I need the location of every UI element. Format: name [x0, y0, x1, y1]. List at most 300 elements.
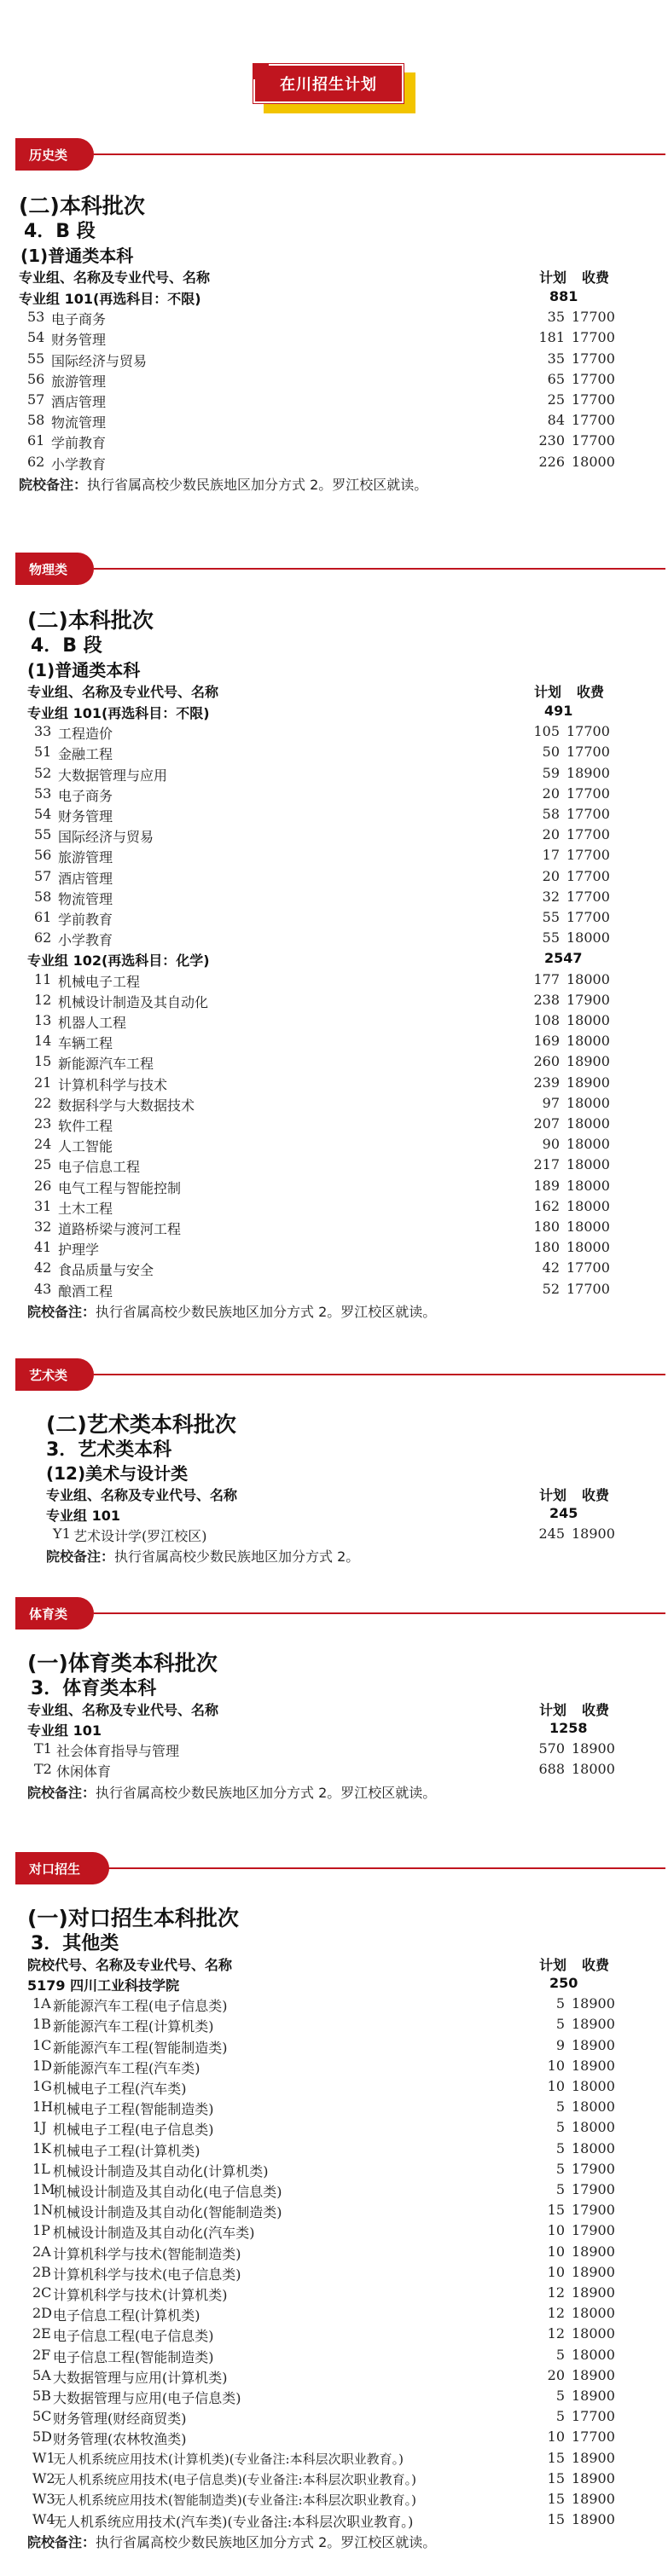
major-name: 计算机科学与技术(计算机类): [53, 2287, 228, 2303]
major-code: 1J: [32, 2119, 47, 2136]
major-name: 机械电子工程(汽车类): [53, 2081, 187, 2097]
major-name: 机械电子工程(电子信息类): [53, 2122, 214, 2139]
school-note: [27, 1301, 436, 1321]
major-name: 新能源汽车工程(电子信息类): [53, 1998, 228, 2015]
major-fee: 18000: [572, 2139, 615, 2156]
major-fee: 18000: [566, 1156, 610, 1173]
major-code: 2D: [32, 2305, 53, 2322]
major-fee: 18000: [566, 1136, 610, 1153]
table-header-fee: 收费: [582, 1702, 610, 1718]
major-fee: 17700: [572, 412, 615, 429]
major-plan: 180: [533, 1239, 560, 1256]
major-group-label: 专业组 101(再选科目：不限): [19, 291, 201, 307]
school-note: [19, 474, 427, 494]
major-code: 1B: [32, 2016, 51, 2033]
major-plan: 5: [555, 2016, 565, 2033]
major-code: 21: [34, 1074, 52, 1091]
major-code: 62: [34, 929, 52, 946]
major-fee: 18900: [572, 1995, 615, 2012]
major-fee: 18000: [566, 929, 610, 946]
major-fee: 17700: [566, 744, 610, 761]
major-code: 25: [34, 1156, 52, 1173]
major-code: 1L: [32, 2160, 50, 2177]
major-code: 57: [27, 391, 45, 408]
major-plan: 15: [547, 2469, 565, 2486]
table-header-fee: 收费: [582, 269, 610, 286]
major-name: 土木工程: [58, 1200, 113, 1217]
table-header-plan: 计划: [539, 1957, 567, 1973]
school-note: [46, 1546, 359, 1566]
major-name: 艺术设计学(罗江校区): [73, 1528, 207, 1545]
table-header-fee: 收费: [577, 684, 605, 700]
major-plan: 238: [533, 991, 560, 1008]
major-name: 电子商务: [58, 787, 113, 804]
major-group-label: 专业组 101(再选科目：不限): [27, 705, 210, 721]
major-plan: 177: [533, 970, 560, 987]
major-name: 无人机系统应用技术(智能制造类)(专业备注:本科层次职业教育。): [53, 2492, 416, 2508]
major-code: 1H: [32, 2098, 54, 2116]
major-name: 旅游管理: [58, 849, 113, 866]
major-fee: 17900: [572, 2160, 615, 2177]
page-title-banner: [253, 64, 415, 113]
major-code: 2E: [32, 2325, 51, 2342]
batch-title: (一)对口招生本科批次: [27, 1906, 239, 1931]
major-fee: 17900: [572, 2222, 615, 2239]
major-fee: 18000: [566, 1239, 610, 1256]
major-group-total: 491: [544, 703, 573, 719]
major-name: 软件工程: [58, 1118, 113, 1134]
batch-title: (二)本科批次: [19, 194, 145, 218]
major-code: 2A: [32, 2243, 51, 2260]
table-header-fee: 收费: [582, 1487, 610, 1503]
major-fee: 18000: [566, 1177, 610, 1194]
major-fee: 17900: [572, 2202, 615, 2219]
major-code: 1C: [32, 2036, 52, 2053]
major-code: W1: [32, 2449, 55, 2466]
major-plan: 260: [533, 1053, 560, 1070]
major-fee: 17900: [566, 991, 610, 1008]
major-code: 5C: [32, 2408, 52, 2425]
major-plan: 15: [547, 2511, 565, 2528]
major-group-label: 专业组 101: [46, 1508, 120, 1524]
section-tab: 对口招生: [15, 1852, 109, 1884]
major-plan: 189: [533, 1177, 560, 1194]
major-plan: 245: [538, 1525, 565, 1543]
major-fee: 18900: [566, 764, 610, 781]
major-fee: 18000: [566, 1012, 610, 1028]
major-name: 酒店管理: [51, 394, 107, 410]
major-name: 无人机系统应用技术(计算机类)(专业备注:本科层次职业教育。): [53, 2451, 404, 2467]
major-fee: 18900: [572, 2036, 615, 2053]
major-code: 24: [34, 1136, 52, 1153]
major-plan: 5: [555, 2098, 565, 2116]
major-fee: 17700: [572, 391, 615, 408]
major-name: 新能源汽车工程(计算机类): [53, 2018, 214, 2035]
major-fee: 17700: [572, 2428, 615, 2446]
batch-title: (一)体育类本科批次: [27, 1651, 218, 1676]
major-fee: 18000: [566, 1033, 610, 1050]
major-code: 56: [27, 370, 45, 387]
major-plan: 55: [542, 929, 560, 946]
page-title: 在川招生计划: [253, 64, 404, 103]
major-fee: 18000: [572, 2098, 615, 2116]
segment-title: 3．其他类: [31, 1933, 119, 1954]
major-name: 小学教育: [51, 455, 107, 472]
major-name: 社会体育指导与管理: [56, 1743, 180, 1760]
major-code: 2C: [32, 2284, 52, 2301]
section-tab: 物理类: [15, 553, 94, 585]
major-code: 5A: [32, 2366, 51, 2383]
school-note-label: 院校备注：: [19, 476, 88, 493]
major-fee: 18900: [572, 2243, 615, 2260]
major-name: 酒店管理: [58, 870, 113, 887]
major-name: 机械电子工程: [58, 973, 141, 990]
major-name: 机械设计制造及其自动化(智能制造类): [53, 2204, 282, 2221]
major-plan: 55: [542, 909, 560, 925]
major-code: T2: [34, 1761, 52, 1778]
table-header-plan: 计划: [539, 1702, 567, 1718]
segment-title: 4．B 段: [24, 221, 96, 242]
major-name: 电子商务: [51, 311, 107, 328]
major-name: 机械设计制造及其自动化(计算机类): [53, 2162, 269, 2179]
major-fee: 18000: [572, 2119, 615, 2136]
major-code: T1: [34, 1740, 52, 1757]
major-code: 54: [34, 806, 52, 822]
major-plan: 9: [555, 2036, 565, 2053]
major-fee: 17700: [572, 2408, 615, 2425]
major-name: 新能源汽车工程: [58, 1056, 154, 1073]
major-fee: 18000: [572, 2346, 615, 2363]
major-group-total: 245: [549, 1505, 578, 1521]
major-fee: 17700: [566, 826, 610, 843]
major-code: 55: [34, 826, 52, 843]
major-fee: 18900: [572, 2016, 615, 2033]
major-code: 51: [34, 744, 52, 761]
major-name: 大数据管理与应用(电子信息类): [53, 2390, 241, 2406]
major-fee: 18000: [572, 1761, 615, 1778]
major-name: 机械设计制造及其自动化: [58, 993, 209, 1010]
major-plan: 162: [533, 1197, 560, 1214]
major-code: 58: [34, 888, 52, 905]
major-name: 国际经济与贸易: [58, 829, 154, 846]
major-name: 财务管理: [58, 808, 113, 825]
major-plan: 5: [555, 1995, 565, 2012]
major-name: 财务管理: [51, 332, 107, 349]
major-code: 53: [27, 309, 45, 326]
major-name: 计算机科学与技术: [58, 1076, 168, 1093]
major-plan: 207: [533, 1115, 560, 1132]
major-plan: 32: [542, 888, 560, 905]
category-title: (1)普通类本科: [20, 246, 134, 266]
major-name: 金融工程: [58, 746, 113, 763]
major-group-label: 专业组 101: [27, 1722, 102, 1739]
major-fee: 18900: [572, 1740, 615, 1757]
major-code: 33: [34, 723, 52, 740]
major-plan: 230: [538, 432, 565, 449]
major-name: 学前教育: [51, 435, 107, 452]
major-code: 12: [34, 991, 52, 1008]
segment-title: 3．艺术类本科: [46, 1439, 172, 1461]
major-plan: 20: [542, 826, 560, 843]
major-plan: 169: [533, 1033, 560, 1050]
major-plan: 5: [555, 2181, 565, 2197]
major-code: 61: [34, 909, 52, 925]
major-code: 52: [34, 764, 52, 781]
major-code: 26: [34, 1177, 52, 1194]
major-code: 1N: [32, 2202, 54, 2219]
section-tab: 历史类: [15, 138, 94, 171]
major-plan: 25: [547, 391, 565, 408]
major-name: 休闲体育: [56, 1763, 112, 1780]
major-fee: 18000: [566, 1094, 610, 1111]
major-plan: 59: [542, 764, 560, 781]
table-header-name: 院校代号、名称及专业代号、名称: [27, 1957, 233, 1973]
major-code: 1M: [32, 2181, 55, 2197]
major-name: 物流管理: [58, 890, 113, 907]
major-plan: 688: [538, 1761, 565, 1778]
major-plan: 15: [547, 2491, 565, 2507]
major-name: 数据科学与大数据技术: [58, 1097, 195, 1114]
major-fee: 18900: [566, 1053, 610, 1070]
major-plan: 5: [555, 2388, 565, 2404]
major-plan: 10: [547, 2222, 565, 2239]
major-plan: 5: [555, 2408, 565, 2425]
major-plan: 10: [547, 2078, 565, 2094]
major-name: 机械设计制造及其自动化(电子信息类): [53, 2184, 282, 2200]
batch-title: (二)艺术类本科批次: [46, 1412, 236, 1437]
major-fee: 17700: [572, 432, 615, 449]
major-plan: 52: [542, 1280, 560, 1297]
major-name: 工程造价: [58, 726, 113, 743]
major-group-total: 881: [549, 288, 578, 304]
major-code: 1D: [32, 2057, 53, 2074]
major-name: 人工智能: [58, 1138, 113, 1155]
major-code: 42: [34, 1259, 52, 1276]
school-note-text: 执行省属高校少数民族地区加分方式 2。罗江校区就读。: [96, 2534, 437, 2551]
major-code: 57: [34, 867, 52, 884]
major-name: 财务管理(农林牧渔类): [53, 2431, 187, 2448]
major-fee: 18000: [566, 970, 610, 987]
major-group-total: 2547: [544, 950, 583, 967]
major-fee: 17700: [566, 723, 610, 740]
major-fee: 18900: [572, 2388, 615, 2404]
major-code: 41: [34, 1239, 52, 1256]
major-name: 新能源汽车工程(智能制造类): [53, 2039, 228, 2056]
major-code: 5B: [32, 2388, 51, 2404]
major-code: 1A: [32, 1995, 51, 2012]
major-code: 5D: [32, 2428, 53, 2446]
segment-title: 4．B 段: [31, 635, 102, 657]
major-name: 食品质量与安全: [58, 1262, 154, 1279]
major-plan: 97: [542, 1094, 560, 1111]
major-plan: 20: [542, 784, 560, 802]
major-name: 机械设计制造及其自动化(汽车类): [53, 2225, 255, 2242]
major-plan: 90: [542, 1136, 560, 1153]
major-name: 酿酒工程: [58, 1282, 113, 1300]
major-code: W3: [32, 2491, 55, 2507]
major-name: 电子信息工程(智能制造类): [53, 2348, 214, 2365]
major-plan: 226: [538, 453, 565, 470]
major-name: 机器人工程: [58, 1015, 127, 1031]
school-note-label: 院校备注：: [46, 1548, 115, 1566]
major-plan: 12: [547, 2305, 565, 2322]
major-plan: 20: [542, 867, 560, 884]
major-name: 计算机科学与技术(智能制造类): [53, 2245, 241, 2262]
major-code: 14: [34, 1033, 52, 1050]
major-fee: 18000: [572, 453, 615, 470]
major-fee: 18000: [572, 2078, 615, 2094]
major-name: 物流管理: [51, 414, 107, 431]
major-code: 54: [27, 329, 45, 346]
table-header-name: 专业组、名称及专业代号、名称: [19, 269, 211, 286]
major-code: 43: [34, 1280, 52, 1297]
section-tab: 艺术类: [15, 1358, 94, 1391]
major-plan: 181: [538, 329, 565, 346]
major-fee: 18900: [572, 1525, 615, 1543]
major-fee: 17700: [566, 1280, 610, 1297]
major-fee: 17700: [566, 847, 610, 864]
major-name: 护理学: [58, 1242, 100, 1259]
major-code: W4: [32, 2511, 55, 2528]
major-plan: 5: [555, 2160, 565, 2177]
major-name: 电气工程与智能控制: [58, 1179, 182, 1196]
major-group-total: 1258: [549, 1720, 588, 1736]
major-name: 车辆工程: [58, 1035, 113, 1052]
major-name: 小学教育: [58, 932, 113, 949]
major-code: 15: [34, 1053, 52, 1070]
school-note-label: 院校备注：: [27, 1303, 96, 1320]
major-plan: 50: [542, 744, 560, 761]
batch-title: (二)本科批次: [27, 608, 154, 633]
major-name: 财务管理(财经商贸类): [53, 2411, 187, 2428]
major-fee: 17700: [572, 370, 615, 387]
major-plan: 217: [533, 1156, 560, 1173]
major-name: 电子信息工程(计算机类): [53, 2307, 200, 2324]
major-name: 新能源汽车工程(汽车类): [53, 2059, 200, 2076]
major-plan: 35: [547, 309, 565, 326]
major-plan: 17: [542, 847, 560, 864]
major-name: 机械电子工程(智能制造类): [53, 2101, 214, 2118]
major-plan: 10: [547, 2428, 565, 2446]
major-fee: 18900: [572, 2366, 615, 2383]
major-code: 53: [34, 784, 52, 802]
major-fee: 17700: [572, 350, 615, 367]
major-name: 机械电子工程(计算机类): [53, 2142, 200, 2159]
major-plan: 108: [533, 1012, 560, 1028]
major-code: 62: [27, 453, 45, 470]
major-fee: 18000: [572, 2325, 615, 2342]
major-name: 大数据管理与应用(计算机类): [53, 2369, 228, 2386]
school-note-text: 执行省属高校少数民族地区加分方式 2。罗江校区就读。: [96, 1784, 437, 1801]
major-code: 56: [34, 847, 52, 864]
major-plan: 10: [547, 2057, 565, 2074]
major-code: 23: [34, 1115, 52, 1132]
major-plan: 12: [547, 2284, 565, 2301]
table-header-name: 专业组、名称及专业代号、名称: [27, 1702, 219, 1718]
major-code: 11: [34, 970, 52, 987]
major-plan: 42: [542, 1259, 560, 1276]
major-code: 31: [34, 1197, 52, 1214]
major-plan: 570: [538, 1740, 565, 1757]
major-name: 计算机科学与技术(电子信息类): [53, 2266, 241, 2283]
major-plan: 10: [547, 2263, 565, 2280]
major-fee: 17700: [572, 329, 615, 346]
major-fee: 18900: [572, 2491, 615, 2507]
major-plan: 15: [547, 2449, 565, 2466]
major-group-total: 250: [549, 1975, 578, 1991]
major-plan: 239: [533, 1074, 560, 1091]
major-name: 电子信息工程: [58, 1159, 141, 1176]
major-plan: 180: [533, 1219, 560, 1235]
school-note-label: 院校备注：: [27, 2534, 96, 2551]
major-code: 22: [34, 1094, 52, 1111]
major-plan: 20: [547, 2366, 565, 2383]
major-code: Y1: [53, 1525, 71, 1543]
school-note-text: 执行省属高校少数民族地区加分方式 2。罗江校区就读。: [87, 476, 428, 493]
major-plan: 15: [547, 2202, 565, 2219]
major-fee: 18900: [572, 2469, 615, 2486]
major-code: 2B: [32, 2263, 51, 2280]
major-plan: 5: [555, 2139, 565, 2156]
major-plan: 65: [547, 370, 565, 387]
major-code: 58: [27, 412, 45, 429]
major-code: 32: [34, 1219, 52, 1235]
major-name: 大数据管理与应用: [58, 767, 168, 784]
school-note: [27, 2532, 436, 2551]
major-name: 无人机系统应用技术(汽车类)(专业备注:本科层次职业教育。): [53, 2514, 414, 2531]
major-fee: 17700: [566, 784, 610, 802]
major-code: 61: [27, 432, 45, 449]
major-name: 学前教育: [58, 912, 113, 928]
category-title: (1)普通类本科: [27, 660, 141, 680]
major-fee: 17700: [566, 909, 610, 925]
major-fee: 17700: [566, 867, 610, 884]
major-fee: 18900: [572, 2057, 615, 2074]
major-fee: 18900: [572, 2449, 615, 2466]
major-plan: 58: [542, 806, 560, 822]
major-plan: 10: [547, 2243, 565, 2260]
table-header-name: 专业组、名称及专业代号、名称: [27, 684, 219, 700]
major-code: 13: [34, 1012, 52, 1028]
major-plan: 5: [555, 2119, 565, 2136]
major-plan: 84: [547, 412, 565, 429]
major-fee: 17700: [566, 888, 610, 905]
major-fee: 17700: [566, 806, 610, 822]
major-fee: 18900: [572, 2511, 615, 2528]
major-fee: 17900: [572, 2181, 615, 2197]
major-plan: 105: [533, 723, 560, 740]
school-note: [27, 1782, 436, 1802]
table-header-plan: 计划: [534, 684, 562, 700]
major-plan: 5: [555, 2346, 565, 2363]
table-header-name: 专业组、名称及专业代号、名称: [46, 1487, 238, 1503]
school-note-text: 执行省属高校少数民族地区加分方式 2。罗江校区就读。: [96, 1303, 437, 1320]
major-group-label: 专业组 102(再选科目：化学): [27, 952, 210, 970]
major-fee: 18000: [572, 2305, 615, 2322]
major-plan: 35: [547, 350, 565, 367]
major-fee: 17700: [572, 309, 615, 326]
major-code: 1K: [32, 2139, 52, 2156]
major-fee: 17700: [566, 1259, 610, 1276]
major-name: 道路桥梁与渡河工程: [58, 1221, 182, 1237]
major-fee: 18900: [566, 1074, 610, 1091]
major-code: 2F: [32, 2346, 51, 2363]
section-tab: 体育类: [15, 1597, 94, 1630]
major-code: 55: [27, 350, 45, 367]
table-header-plan: 计划: [539, 269, 567, 286]
table-header-plan: 计划: [539, 1487, 567, 1503]
major-name: 电子信息工程(电子信息类): [53, 2328, 214, 2345]
